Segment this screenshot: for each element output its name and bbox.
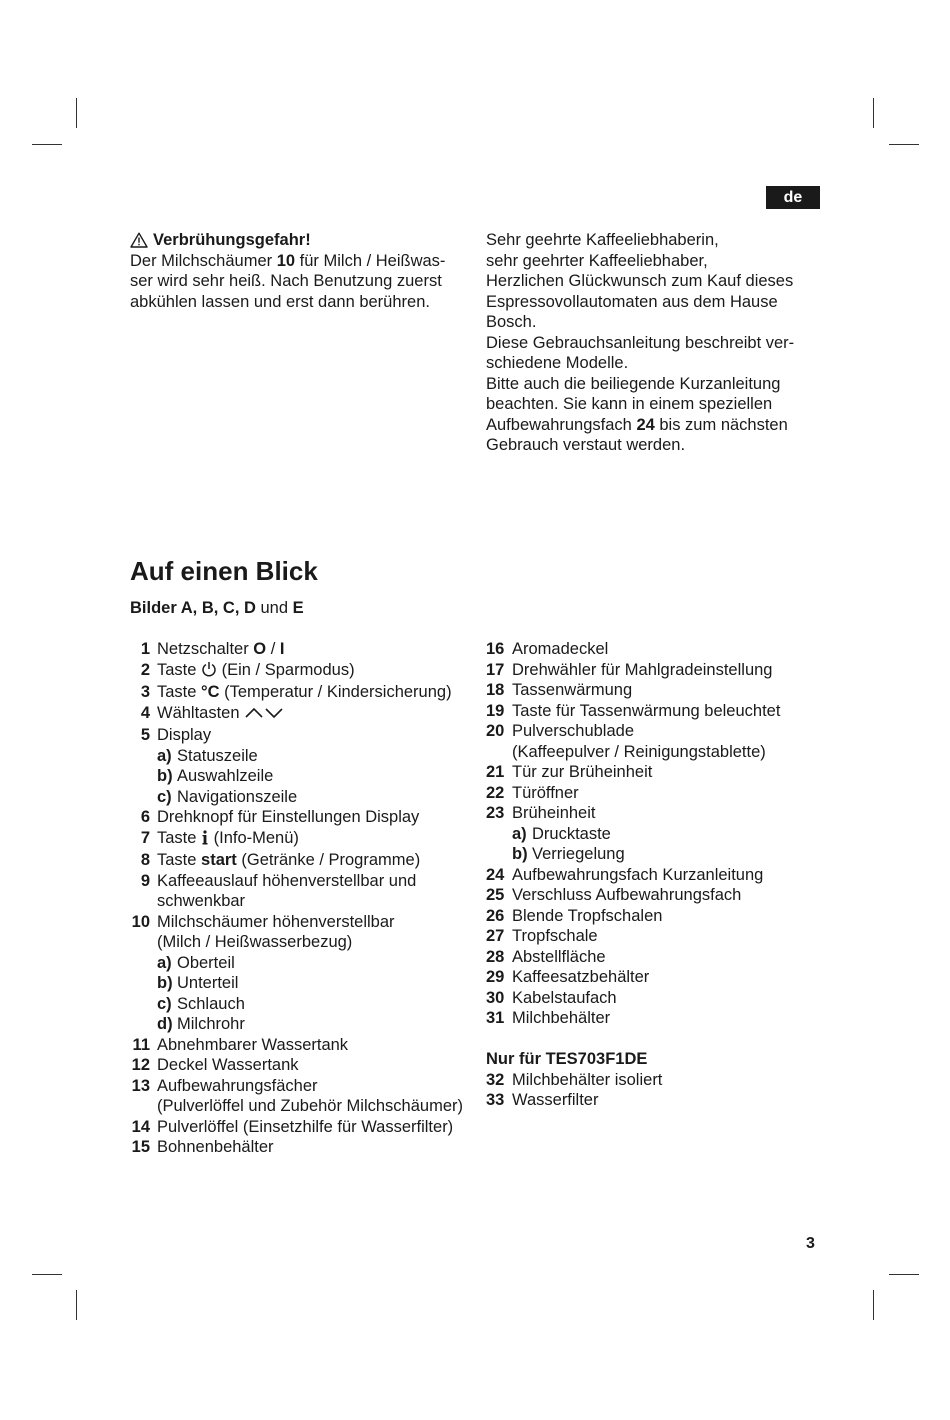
item-number: 6 <box>140 808 150 826</box>
item-text <box>157 1076 475 1117</box>
intro-line <box>486 271 826 292</box>
spacer <box>486 1029 826 1050</box>
item-number: 14 <box>131 1117 150 1136</box>
text: Tropfschale <box>512 927 598 945</box>
list-item <box>486 1008 826 1029</box>
text: Brüheinheit <box>512 804 596 822</box>
text: (Getränke / Programme) <box>236 851 421 869</box>
item-text-continued: (Kaffeepulver / Reinigungstablette) <box>512 742 766 761</box>
item-number: 29 <box>486 968 505 986</box>
text: Blende Tropfschalen <box>512 906 663 925</box>
item-number: 5 <box>140 726 150 744</box>
item-number: 2 <box>140 660 150 679</box>
list-item <box>486 1070 826 1091</box>
list-item <box>486 639 826 660</box>
item-number: 23 <box>486 804 505 822</box>
item-number: 31 <box>486 1009 505 1027</box>
item-number: 26 <box>486 906 505 925</box>
list-subitem <box>130 973 475 994</box>
list-item <box>486 967 826 988</box>
text: Herzlichen Glückwunsch zum Kauf dieses <box>486 272 794 290</box>
item-number: 12 <box>131 1056 150 1074</box>
text: Drehwähler für Mahlgradeinstellung <box>512 660 773 679</box>
list-item <box>130 1137 475 1158</box>
crop-mark <box>32 144 62 145</box>
list-subitem <box>486 824 826 845</box>
power-icon <box>201 661 217 683</box>
warning-line <box>130 251 470 272</box>
text: Taste für Tassenwärmung beleuchtet <box>512 701 781 720</box>
intro-line <box>486 435 826 456</box>
list-item <box>486 783 826 804</box>
text: Pulverlöffel (Einsetzhilfe für Wasserfilter) <box>157 1117 454 1136</box>
item-number: 3 <box>140 683 150 701</box>
item-text <box>512 1070 826 1091</box>
text: beachten. Sie kann in einem speziellen <box>486 395 773 413</box>
item-text <box>157 807 475 828</box>
list-item <box>130 1076 475 1117</box>
item-text <box>512 1090 826 1111</box>
text: Taste <box>157 828 202 847</box>
item-text <box>157 1117 475 1138</box>
item-text-continued: (Milch / Heißwasserbezug) <box>157 933 353 951</box>
text: Diese Gebrauchsanleitung beschreibt ver- <box>486 333 795 352</box>
list-subitem <box>130 766 475 787</box>
text: schiedene Modelle. <box>486 354 629 372</box>
subitem-letter: d) <box>157 1015 173 1033</box>
list-item <box>486 906 826 927</box>
list-item <box>130 1117 475 1138</box>
crop-mark <box>76 98 77 128</box>
list-subitem <box>130 994 475 1015</box>
subitem-letter: a) <box>157 953 172 972</box>
subitem-text: Oberteil <box>177 953 235 972</box>
list-subitem <box>130 787 475 808</box>
item-number: 18 <box>486 681 505 699</box>
text: Espressovollautomaten aus dem Hause <box>486 292 778 311</box>
item-number: 27 <box>486 927 505 945</box>
list-item <box>486 803 826 824</box>
warning-block <box>130 230 470 312</box>
text: Bosch. <box>486 313 537 331</box>
subitem-text: Statuszeile <box>177 746 258 765</box>
text: Bohnenbehälter <box>157 1138 274 1156</box>
subitem-text: Navigationszeile <box>177 787 298 806</box>
list-item <box>486 988 826 1009</box>
item-number: 4 <box>140 703 150 722</box>
text: Taste <box>157 851 202 869</box>
text: Tassenwärmung <box>512 681 633 699</box>
item-text <box>157 725 475 746</box>
text: Pulverschublade <box>512 722 634 740</box>
item-text <box>512 1008 826 1029</box>
text: Wähltasten <box>157 703 245 722</box>
chevron-down-icon <box>264 704 284 726</box>
section-subheading <box>130 598 304 618</box>
list-subitem <box>130 1014 475 1035</box>
text: (Temperatur / Kindersicherung) <box>219 683 452 701</box>
text: sehr geehrter Kaffeeliebhaber, <box>486 251 708 270</box>
list-item <box>486 701 826 722</box>
list-item <box>130 660 475 683</box>
text: Netzschalter <box>157 640 254 658</box>
item-number: 10 <box>131 912 150 931</box>
item-number: 25 <box>486 886 505 904</box>
item-text <box>512 865 826 886</box>
text: für Milch / Heißwas- <box>295 251 446 270</box>
item-text-continued: (Pulverlöffel und Zubehör Milchschäumer) <box>157 1097 463 1115</box>
subitem-letter: b) <box>512 845 528 863</box>
item-number: 22 <box>486 783 505 802</box>
intro-line <box>486 353 826 374</box>
text: (Info-Menü) <box>209 828 299 847</box>
item-text <box>157 1055 475 1076</box>
text: ser wird sehr heiß. Nach Benutzung zuerst <box>130 272 442 290</box>
subitem-letter: a) <box>512 824 527 843</box>
item-number: 20 <box>486 722 505 740</box>
subitem-text: Verriegelung <box>532 845 625 863</box>
list-item <box>130 912 475 953</box>
text: Kaffeesatzbehälter <box>512 968 650 986</box>
text: Abnehmbarer Wassertank <box>157 1035 349 1054</box>
bold-text: start <box>201 851 237 869</box>
language-tab: de <box>766 186 820 209</box>
text: und <box>255 599 293 617</box>
item-text <box>157 703 475 726</box>
item-text <box>157 1137 475 1158</box>
crop-mark <box>889 144 919 145</box>
list-item <box>130 703 475 726</box>
list-item <box>486 680 826 701</box>
item-number: 13 <box>131 1076 150 1095</box>
text: Abstellfläche <box>512 947 606 966</box>
parts-list-right <box>486 639 826 1111</box>
item-text <box>512 701 826 722</box>
text: Taste <box>157 683 202 701</box>
subitem-text: Drucktaste <box>532 824 611 843</box>
list-item <box>130 807 475 828</box>
text: Deckel Wassertank <box>157 1056 299 1074</box>
item-text <box>512 783 826 804</box>
bold-text: O <box>253 640 267 658</box>
intro-line <box>486 230 826 251</box>
item-number: 16 <box>486 640 505 658</box>
crop-mark <box>873 98 874 128</box>
item-number: 15 <box>131 1138 150 1156</box>
page-number: 3 <box>806 1235 815 1252</box>
chevron-up-icon <box>244 704 264 726</box>
intro-line <box>486 394 826 415</box>
list-item <box>486 947 826 968</box>
list-item <box>130 1035 475 1056</box>
intro-line <box>486 415 826 436</box>
list-item <box>130 850 475 871</box>
item-text <box>512 988 826 1009</box>
item-text <box>157 871 475 912</box>
info-icon <box>201 829 209 851</box>
intro-line <box>486 333 826 354</box>
subitem-letter: b) <box>157 767 173 785</box>
text: Milchbehälter isoliert <box>512 1070 663 1089</box>
crop-mark <box>873 1290 874 1320</box>
intro-text <box>486 230 826 456</box>
subitem-letter: b) <box>157 974 173 992</box>
item-text <box>512 906 826 927</box>
item-text <box>157 828 475 851</box>
text: Aufbewahrungsfächer <box>157 1076 318 1095</box>
item-text <box>157 660 475 683</box>
text: Aromadeckel <box>512 640 609 658</box>
item-number: 1 <box>140 640 150 658</box>
list-item <box>130 682 475 703</box>
intro-line <box>486 251 826 272</box>
model-section-label: Nur für TES703F1DE <box>486 1050 648 1068</box>
item-text <box>512 926 826 947</box>
text: Milchbehälter <box>512 1009 611 1027</box>
item-text <box>512 721 826 762</box>
list-item <box>486 762 826 783</box>
list-item <box>486 926 826 947</box>
warning-line <box>130 292 470 313</box>
subitem-text: Schlauch <box>177 994 245 1013</box>
item-number: 19 <box>486 701 505 720</box>
text: Display <box>157 726 212 744</box>
intro-line <box>486 292 826 313</box>
text: Drehknopf für Einstellungen Display <box>157 808 420 826</box>
text: Bitte auch die beiliegende Kurzanleitung <box>486 374 781 393</box>
text: / <box>266 640 280 658</box>
crop-mark <box>32 1274 62 1275</box>
item-text <box>157 682 475 703</box>
bold-text: E <box>292 599 304 617</box>
item-number: 7 <box>140 828 150 847</box>
subitem-letter: c) <box>157 994 172 1013</box>
bold-text: °C <box>201 683 220 701</box>
list-item <box>130 639 475 660</box>
bold-text: I <box>279 640 285 658</box>
item-text <box>157 912 475 953</box>
subitem-text: Milchrohr <box>177 1015 245 1033</box>
list-item <box>486 721 826 762</box>
item-number: 30 <box>486 988 505 1007</box>
bold-text: 10 <box>276 251 296 270</box>
item-number: 11 <box>132 1035 150 1054</box>
text: Kaffeeauslauf höhenverstellbar und <box>157 871 417 890</box>
item-number: 32 <box>486 1070 505 1089</box>
warning-title-text: Verbrühungsgefahr! <box>153 231 311 249</box>
item-text <box>157 1035 475 1056</box>
subitem-text: Auswahlzeile <box>177 767 274 785</box>
warning-line <box>130 271 470 292</box>
crop-mark <box>889 1274 919 1275</box>
text: Milchschäumer höhenverstellbar <box>157 912 395 931</box>
item-text <box>512 660 826 681</box>
list-item <box>130 871 475 912</box>
text: Kabelstaufach <box>512 988 617 1007</box>
item-text-continued: schwenkbar <box>157 892 246 910</box>
item-number: 24 <box>486 865 505 884</box>
item-number: 17 <box>486 660 505 679</box>
text: Aufbewahrungsfach Kurzanleitung <box>512 865 764 884</box>
item-text <box>512 680 826 701</box>
text: Tür zur Brüheinheit <box>512 763 653 781</box>
item-text <box>512 762 826 783</box>
intro-line <box>486 312 826 333</box>
text: Türöffner <box>512 783 579 802</box>
item-text <box>157 639 475 660</box>
list-subitem <box>130 746 475 767</box>
text: Aufbewahrungsfach <box>486 415 637 434</box>
text: Sehr geehrte Kaffeeliebhaberin, <box>486 231 719 249</box>
text: (Ein / Sparmodus) <box>217 660 355 679</box>
item-text <box>512 639 826 660</box>
item-number: 28 <box>486 947 505 966</box>
item-number: 9 <box>140 871 150 890</box>
list-item <box>130 828 475 851</box>
crop-mark <box>76 1290 77 1320</box>
warning-title <box>130 230 470 251</box>
warning-text <box>130 251 470 313</box>
item-number: 33 <box>486 1091 505 1109</box>
item-text <box>512 947 826 968</box>
list-item <box>130 1055 475 1076</box>
subitem-text: Unterteil <box>177 974 239 992</box>
intro-line <box>486 374 826 395</box>
item-text <box>512 967 826 988</box>
warning-triangle-icon <box>130 232 148 248</box>
subitem-letter: a) <box>157 746 172 765</box>
list-subitem <box>486 844 826 865</box>
text: abkühlen lassen und erst dann berühren. <box>130 292 430 311</box>
list-item <box>486 660 826 681</box>
item-number: 21 <box>486 763 505 781</box>
section-heading: Auf einen Blick <box>130 556 318 586</box>
subitem-letter: c) <box>157 787 172 806</box>
list-subitem <box>130 953 475 974</box>
item-text <box>157 850 475 871</box>
item-number: 8 <box>140 851 150 869</box>
text: bis zum nächsten <box>654 415 788 434</box>
list-item <box>486 865 826 886</box>
bold-text: Bilder A, B, C, D <box>130 599 256 617</box>
text: Taste <box>157 660 202 679</box>
text: Wasserfilter <box>512 1091 599 1109</box>
list-item <box>486 885 826 906</box>
list-item <box>130 725 475 746</box>
text: Verschluss Aufbewahrungsfach <box>512 886 742 904</box>
item-text <box>512 885 826 906</box>
bold-text: 24 <box>636 415 655 434</box>
parts-list-left <box>130 639 475 1158</box>
list-item <box>486 1090 826 1111</box>
item-text <box>512 803 826 824</box>
text: Gebrauch verstaut werden. <box>486 436 686 454</box>
text: Der Milchschäumer <box>130 251 277 270</box>
